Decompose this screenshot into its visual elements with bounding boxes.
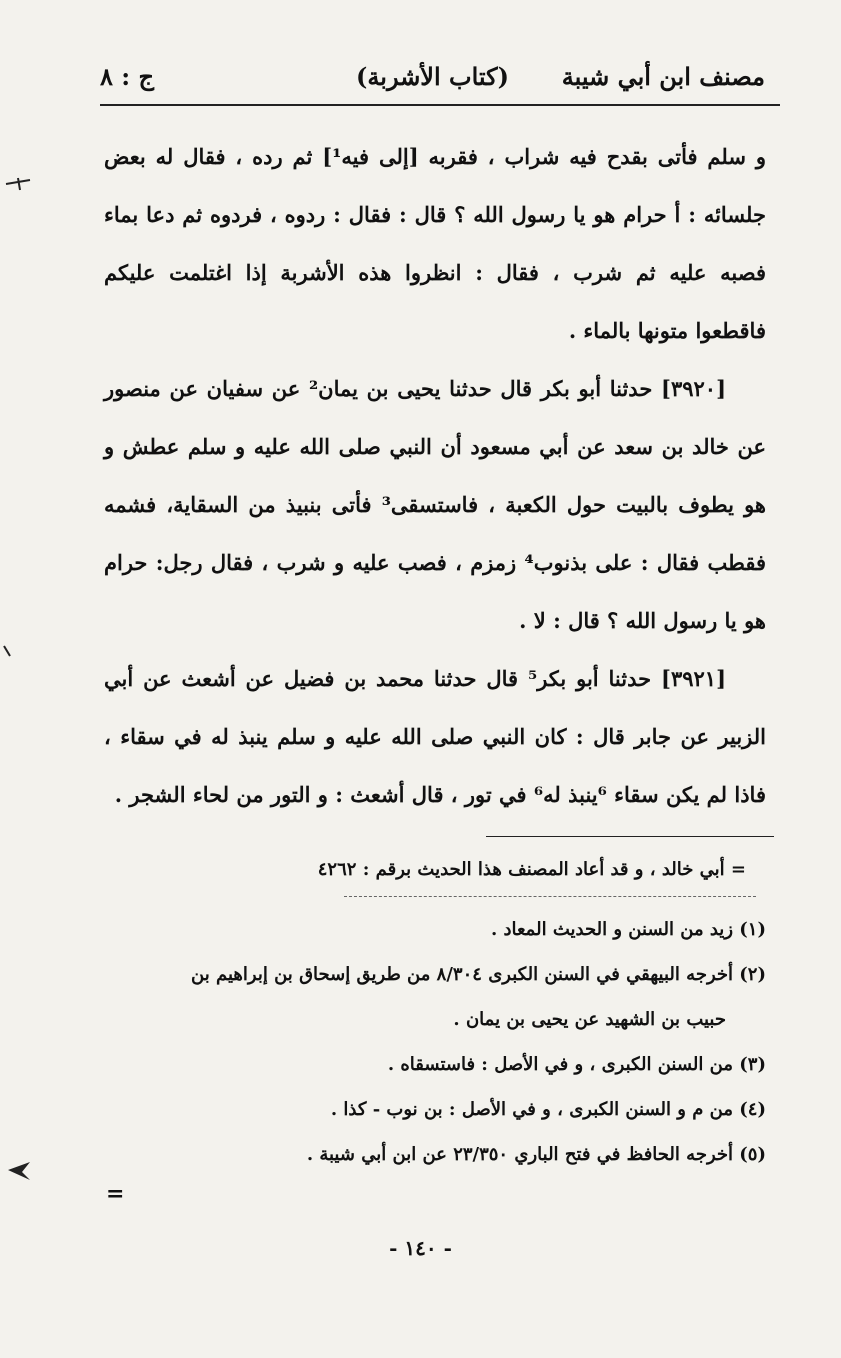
footnote-2-continued: حبيب بن الشهيد عن يحيى بن يمان . bbox=[453, 1009, 726, 1030]
footnote-continuation: = أبي خالد ، و قد أعاد المصنف هذا الحديث برقم : ٤٢٦٢ bbox=[317, 859, 746, 880]
volume-number: ج : ٨ bbox=[100, 62, 154, 91]
header-rule bbox=[100, 104, 780, 106]
footnote-separator bbox=[486, 836, 774, 837]
margin-mark-top bbox=[0, 170, 36, 200]
main-text bbox=[104, 128, 766, 824]
margin-mark-middle bbox=[0, 640, 20, 670]
hadith-3920: [٣٩٢٠] حدثنا أبو بكر قال حدثنا يحيى بن يمان² عن سفيان عن منصور عن خالد بن سعد عن أبي مسعود أن النبي صلى الله عليه و سلم عطش و هو يطوف بالبيت حول الكعبة ، فاستسقى³ فأتى بنبيذ من السقاية، فشمه فقطب فقال : على بذنوب⁴ زمزم ، فصب عليه و شرب ، فقال رجل: حرام هو يا رسول الله ؟ قال : لا . bbox=[104, 376, 767, 633]
footnote-4: (٤) من م و السنن الكبرى ، و في الأصل : بن نوب - كذا . bbox=[330, 1099, 766, 1120]
book-title: مصنف ابن أبي شيبة bbox=[561, 62, 765, 91]
hadith-3921: [٣٩٢١] حدثنا أبو بكر⁵ قال حدثنا محمد بن فضيل عن أشعث عن أبي الزبير عن جابر قال : كان النبي صلى الله عليه و سلم ينبذ له في سقاء ، فاذا لم يكن سقاء ⁶ينبذ له⁶ في تور ، قال أشعث : و التور من لحاء الشجر . bbox=[104, 666, 766, 807]
chapter-title: (كتاب الأشربة) bbox=[356, 62, 509, 91]
footnotes bbox=[104, 848, 766, 1177]
footnote-3: (٣) من السنن الكبرى ، و في الأصل : فاستسقاه . bbox=[387, 1054, 766, 1075]
footnote-dashed-rule bbox=[344, 896, 756, 897]
paragraph-continuation: و سلم فأتى بقدح فيه شراب ، فقربه [إلى فيه¹] ثم رده ، فقال له بعض جلسائه : أ حرام هو يا رسول الله ؟ قال : فقال : ردوه ، فردوه ثم دعا بماء فصبه عليه ثم شرب ، فقال : انظروا هذه الأشربة إذا اغتلمت عليكم فاقطعوا متونها بالماء . bbox=[104, 144, 766, 343]
margin-arrow-mark bbox=[4, 1152, 34, 1188]
footnote-2: (٢) أخرجه البيهقي في السنن الكبرى ٨/٣٠٤ من طريق إسحاق بن إبراهيم بن bbox=[191, 964, 766, 985]
footnote-1: (١) زيد من السنن و الحديث المعاد . bbox=[490, 919, 766, 940]
page-number: - ١٤٠ - bbox=[389, 1236, 452, 1260]
running-header bbox=[100, 52, 765, 100]
continued-mark: = bbox=[106, 1181, 125, 1207]
footnote-5: (٥) أخرجه الحافظ في فتح الباري ٢٣/٣٥٠ عن ابن أبي شيبة . bbox=[306, 1144, 766, 1165]
